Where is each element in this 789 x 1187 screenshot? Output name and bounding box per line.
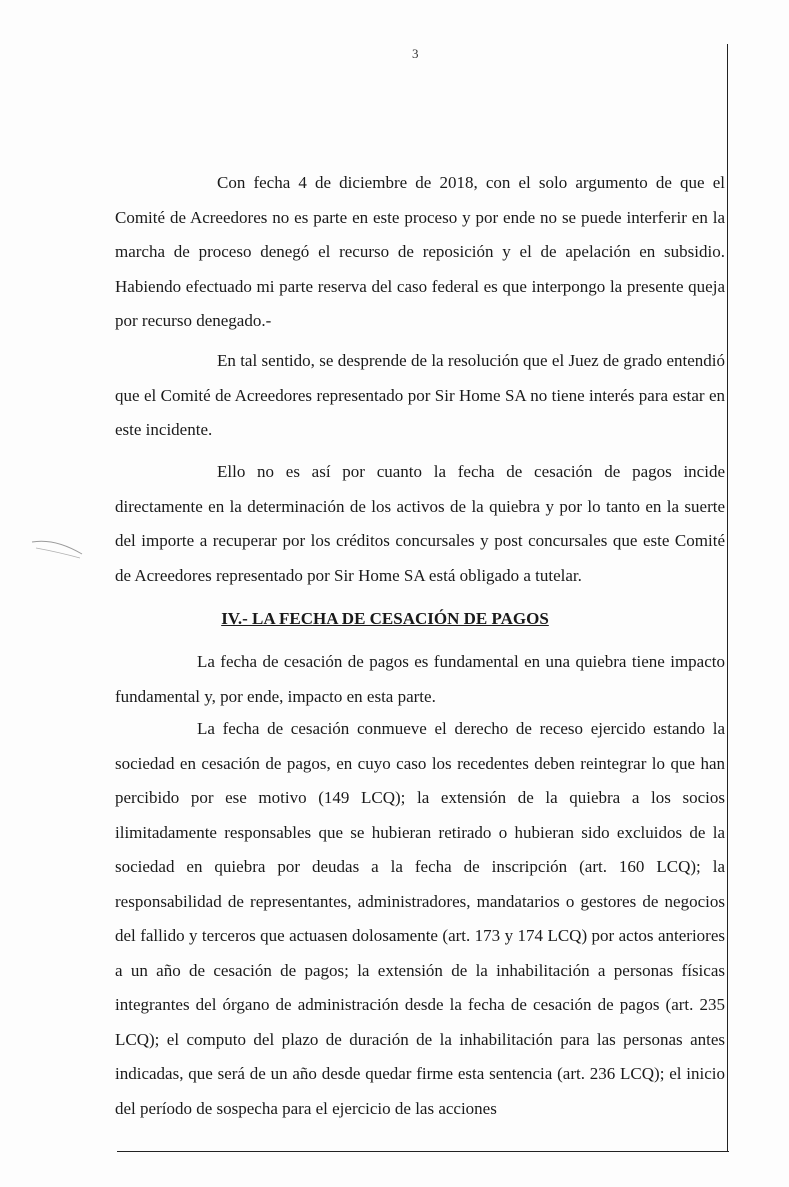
page-number: 3 xyxy=(412,46,419,61)
section-paragraph-1: La fecha de cesación de pagos es fundamental en una quiebra tiene impacto fundamental y, por ende, impacto en esta parte. xyxy=(115,652,725,706)
section-paragraph-2: La fecha de cesación conmueve el derecho de receso ejercido estando la sociedad en cesación de pagos, en cuyo caso los recedentes deben reintegrar lo que han percibido por ese motivo (149 LCQ); la extensión de la quiebra a los socios ilimitadamente responsables que se hubieran retirado o hubieran sido excluidos de la sociedad en quiebra por deudas a la fecha de inscripción (art. 160 LCQ); la responsabilidad de representantes, administradores, mandatarios o gestores de negocios del fallido y terceros que actuasen dolosamente (art. 173 y 174 LCQ) por actos anteriores a un año de cesación de pagos; la extensión de la inhabilitación a personas físicas integrantes del órgano de administración desde la fecha de cesación de pagos (art. 235 LCQ); el computo del plazo de duración de la inhabilitación para las personas antes indicadas, que será de un año desde quedar firme esta sentencia (art. 236 LCQ); el inicio del período de sospecha para el ejercicio de las acciones xyxy=(115,719,725,1118)
bottom-margin-rule xyxy=(117,1151,729,1152)
right-margin-rule xyxy=(727,44,728,1152)
scan-artifact-mark xyxy=(30,528,90,568)
paragraph-3: Ello no es así por cuanto la fecha de cesación de pagos incide directamente en la determinación de los activos de la quiebra y por lo tanto en la suerte del importe a recuperar por los créditos concursales y post concursales que este Comité de Acreedores representado por Sir Home SA está obligado a tutelar. xyxy=(115,462,725,585)
paragraph-2: En tal sentido, se desprende de la resolución que el Juez de grado entendió que el Comité de Acreedores representado por Sir Home SA no tiene interés para estar en este incidente. xyxy=(115,351,725,439)
paragraph-1: Con fecha 4 de diciembre de 2018, con el solo argumento de que el Comité de Acreedores no es parte en este proceso y por ende no se puede interferir en la marcha de proceso denegó el recurso de reposición y el de apelación en subsidio. Habiendo efectuado mi parte reserva del caso federal es que interpongo la presente queja por recurso denegado.- xyxy=(115,173,725,330)
section-heading: IV.- LA FECHA DE CESACIÓN DE PAGOS xyxy=(221,609,549,628)
